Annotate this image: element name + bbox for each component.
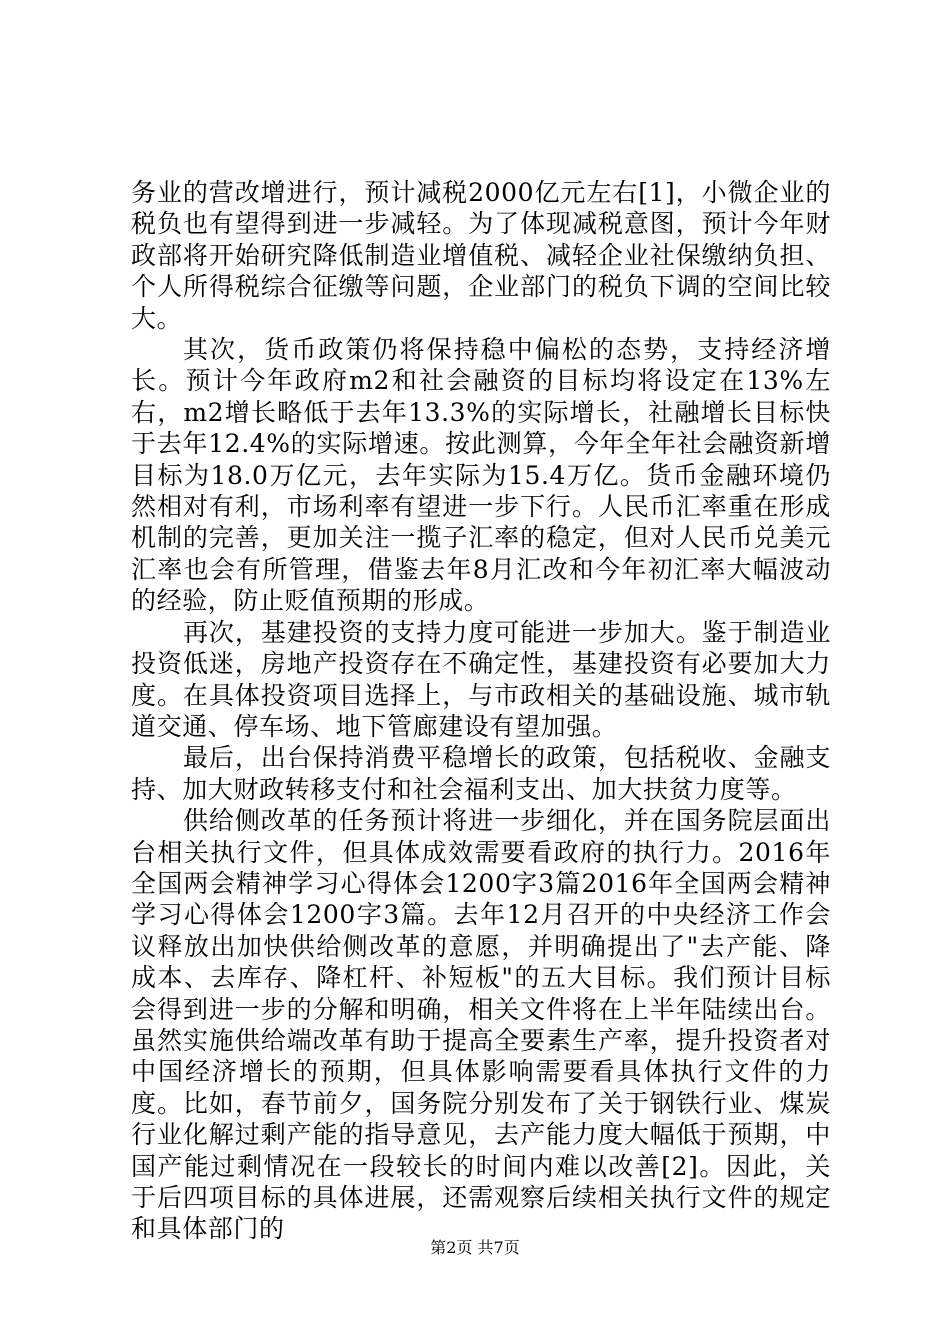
paragraph-tax-continued: 务业的营改增进行，预计减税2000亿元左右[1]，小微企业的税负也有望得到进一步减轻。为了体现减税意图，预计今年财政部将开始研究降低制造业增值税、减轻企业社保缴纳负担、个人所得税综合征缴等问题，企业部门的税负下调的空间比较大。 [131, 178, 831, 333]
paragraph-consumption: 最后，出台保持消费平稳增长的政策，包括税收、金融支持、加大财政转移支付和社会福利支出、加大扶贫力度等。 [131, 743, 831, 804]
paragraph-monetary-policy: 其次，货币政策仍将保持稳中偏松的态势，支持经济增长。预计今年政府m2和社会融资的目标均将设定在13%左右，m2增长略低于去年13.3%的实际增长，社融增长目标快于去年12.4%的实际增速。按此测算，今年全年社会融资新增目标为18.0万亿元，去年实际为15.4万亿。货币金融环境仍然相对有利，市场利率有望进一步下行。人民币汇率重在形成机制的完善，更加关注一揽子汇率的稳定，但对人民币兑美元汇率也会有所管理，借鉴去年8月汇改和今年初汇率大幅波动的经验，防止贬值预期的形成。 [131, 335, 831, 616]
paragraph-supply-side-reform: 供给侧改革的任务预计将进一步细化，并在国务院层面出台相关执行文件，但具体成效需要看政府的执行力。2016年全国两会精神学习心得体会1200字3篇2016年全国两会精神学习心得体会1200字3篇。去年12月召开的中央经济工作会议释放出加快供给侧改革的意愿，并明确提出了"去产能、降成本、去库存、降杠杆、补短板"的五大目标。我们预计目标会得到进一步的分解和明确，相关文件将在上半年陆续出台。虽然实施供给端改革有助于提高全要素生产率，提升投资者对中国经济增长的预期，但具体影响需要看具体执行文件的力度。比如，春节前夕，国务院分别发布了关于钢铁行业、煤炭行业化解过剩产能的指导意见，去产能力度大幅低于预期，中国产能过剩情况在一段较长的时间内难以改善[2]。因此，关于后四项目标的具体进展，还需观察后续相关执行文件的规定和具体部门的 [131, 806, 831, 1244]
page-footer: 第2页 共7页 [430, 1238, 520, 1257]
paragraph-infrastructure: 再次，基建投资的支持力度可能进一步加大。鉴于制造业投资低迷，房地产投资存在不确定性，基建投资有必要加大力度。在具体投资项目选择上，与市政相关的基础设施、城市轨道交通、停车场、地下管廊建设有望加强。 [131, 617, 831, 741]
document-body [131, 177, 831, 1245]
